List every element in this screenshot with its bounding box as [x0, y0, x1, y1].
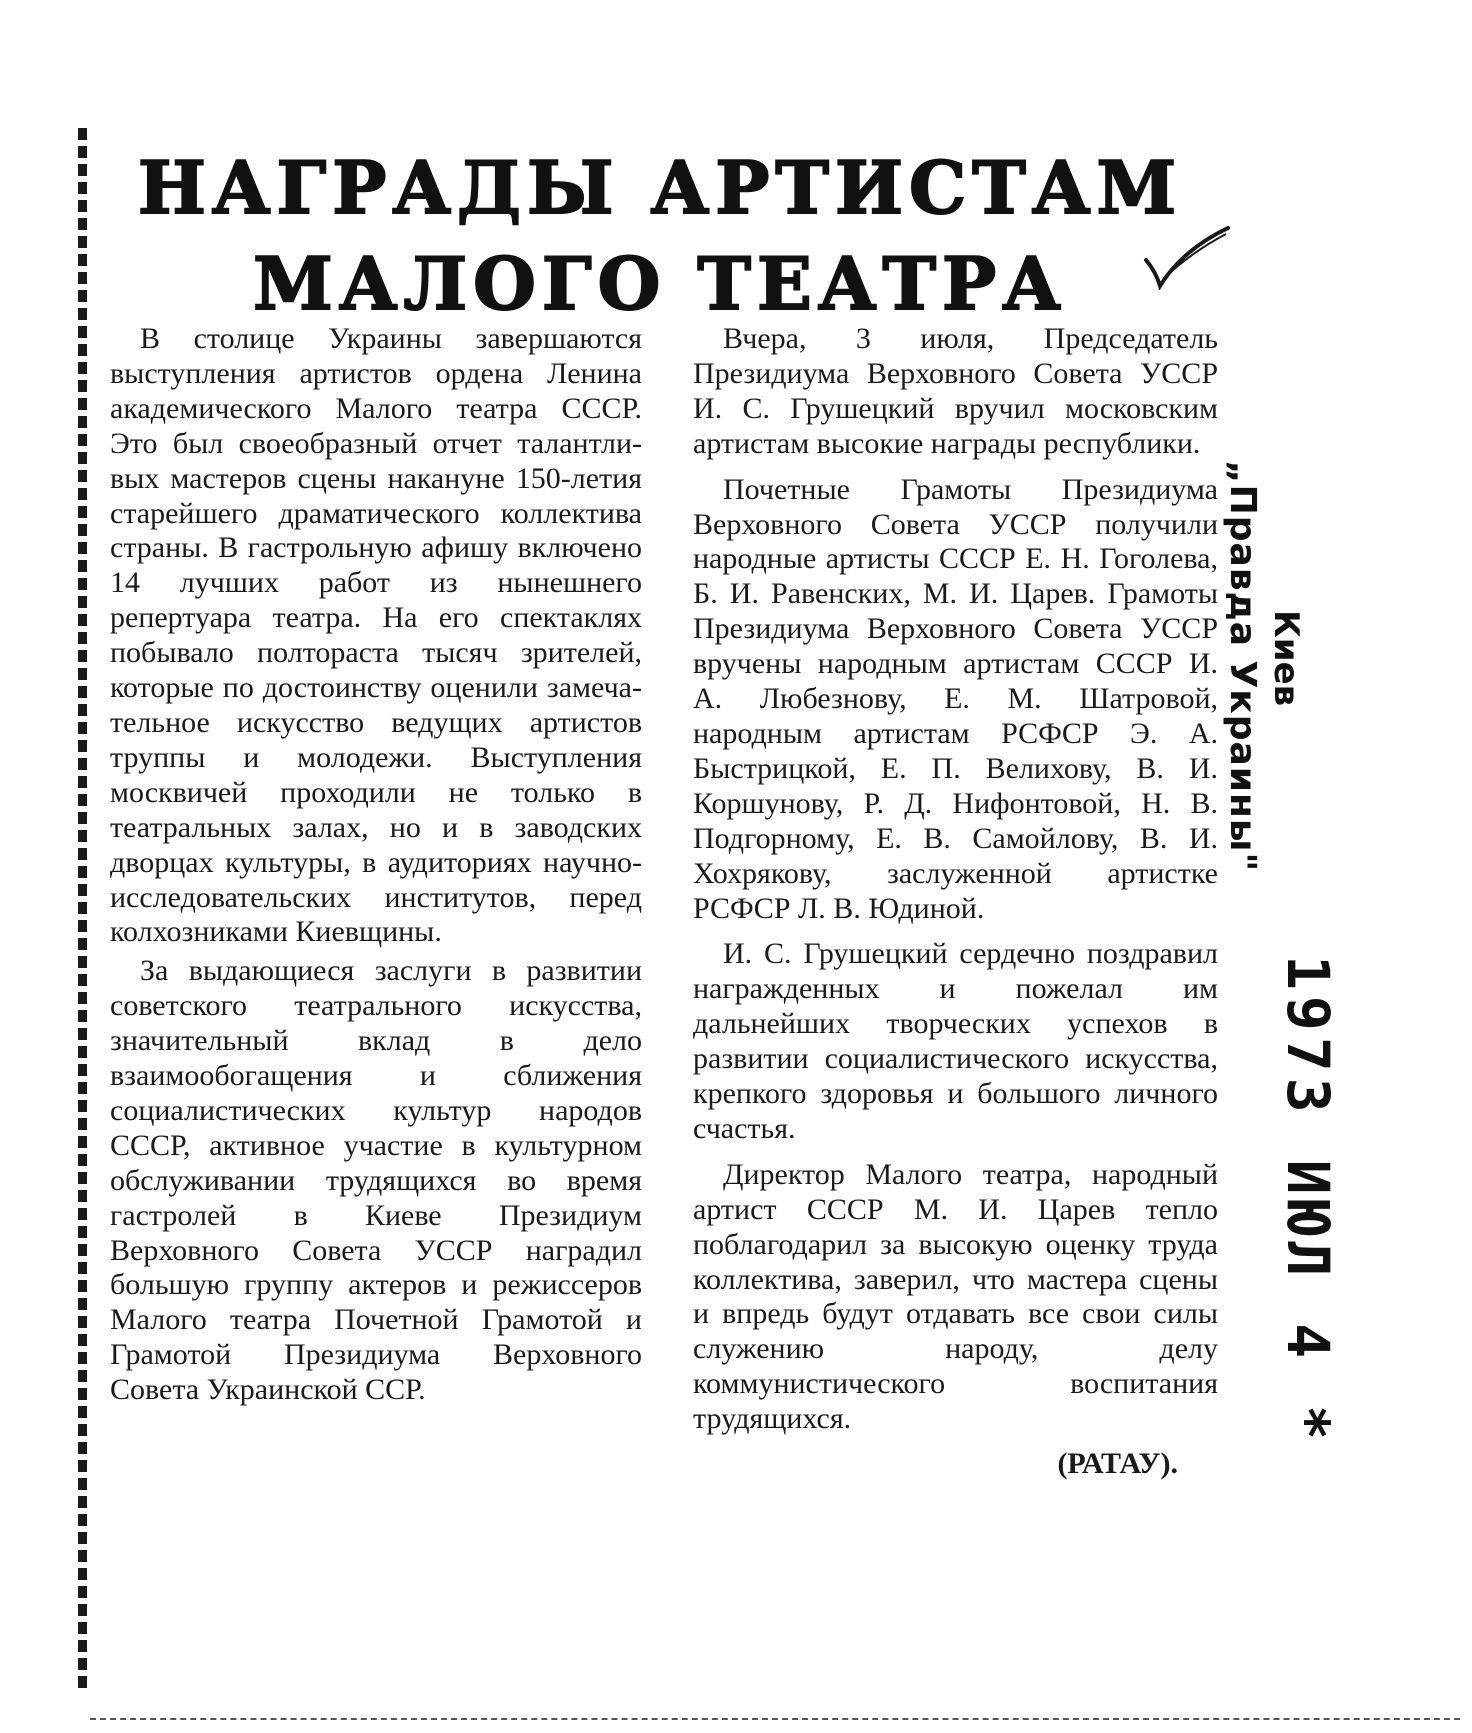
paragraph: Почетные Грамоты Президиума Верховного Совета УССР получили народные артисты СССР Е. Н. Гоголева, Б. И. Равенских, М. И. Царев. Грамоты Президиума Верховного Совета УССР вручены народным артистам СССР И. А. Любезнову, Е. М. Шатровой, народным артистам РСФСР Э. А. Быстрицкой, Е. П. Велихову, В. И. Коршунову, Р. Д. Нифонтовой, Н. В. Подгорному, Е. В. Самойлову, В. И. Хохрякову, заслуженной артистке РСФСР Л. В. Юдиной. — [693, 472, 1218, 925]
handwritten-check-icon — [1142, 220, 1232, 290]
paragraph: И. С. Грушецкий сердечно поздравил награжденных и пожелал им дальнейших творческих успехов в развитии социалистического искусства, крепкого здоровья и большого личного счастья. — [693, 937, 1218, 1145]
article-column-right — [693, 322, 1218, 1482]
paragraph: За выдающиеся заслуги в развитии советского театрального искусства, значительный вклад в дело взаимообогащения и сближения социалистических культур народов СССР, активное участие в культурном обслуживании трудящихся во время гастролей в Киеве Президиум Верховного Совета УССР наградил большую группу актеров и режиссеров Малого театра Почетной Грамотой и Грамотой Президиума Верховного Совета Украинской ССР. — [110, 954, 642, 1407]
headline-line-2: МАЛОГО ТЕАТРА — [253, 241, 1067, 326]
paragraph: Директор Малого театра, народный артист СССР М. И. Царев тепло поблагодарил за высокую оценку труда коллектива, заверил, что мастера сцены и впредь будут отдавать все свои силы служению народу, делу коммунистического воспитания трудящихся. — [693, 1157, 1218, 1436]
headline-line-1: НАГРАДЫ АРТИСТАМ — [137, 145, 1183, 230]
paragraph: В столице Украины завершаются выступления артистов ордена Ленина академического Малого театра СССР. Это был своеобразный отчет талантливых мастеров сцены накануне 150-летия старейшего драматического коллектива страны. В гастрольную афишу включено 14 лучших работ из нынешнего репертуара театра. На его спектаклях побывало полтораста тысяч зрителей, которые по достоинству оценили замечательное искусство ведущих артистов труппы и молодежи. Выступления москвичей проходили не только в театральных залах, но и в заводских дворцах культуры, в аудиториях научно-исследовательских институтов, перед колхозниками Киевщины. — [110, 322, 642, 949]
bottom-dashed-rule — [90, 1718, 1460, 1720]
stamp-city: Киев — [1266, 610, 1306, 707]
stamp-date: 1973 ИЮЛ 4 * — [1274, 955, 1342, 1447]
stamp-newspaper-name: „Правда Украины" — [1222, 460, 1263, 873]
paragraph: Вчера, 3 июля, Председатель Президиума Верховного Совета УССР И. С. Грушецкий вручил московским артистам высокие награды республики. — [693, 322, 1218, 460]
article-column-left — [110, 322, 642, 1408]
article-headline — [110, 140, 1210, 332]
agency-signature: (РАТАУ). — [1057, 1447, 1178, 1481]
perforated-left-border — [78, 128, 87, 1688]
